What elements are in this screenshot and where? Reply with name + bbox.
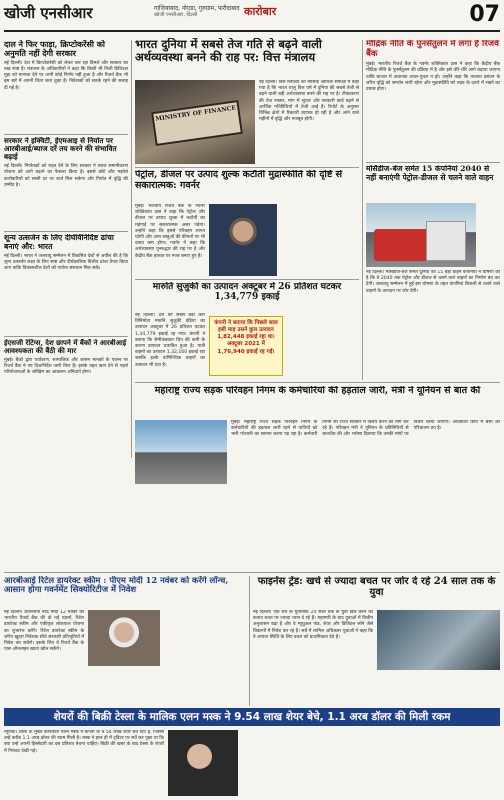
body-musk-col2 [242, 730, 500, 796]
headline-crypto: दाल ने फिर फाड़ा, क्रिप्टोकरेंसी को अनुमति नहीं देगी सरकार [4, 40, 105, 58]
article-rbi-headline [135, 170, 359, 200]
headline-rbi-policy: मौद्रिक नीति के पुनर्संतुलन में लगा है रिजर्व बैंक [366, 40, 499, 59]
finance-sign [151, 100, 243, 146]
article-crypto [4, 40, 128, 132]
brand-logo: खोजी एनसीआर [4, 4, 93, 22]
body-finance-trend-col2 [377, 673, 500, 706]
governor-photo [209, 204, 277, 276]
body-lead: नई दिल्ली। वित्त मंत्रालय की मासिक आर्थिक समीक्षा में कहा गया है कि भारत चालू वित्त वर्ष में दुनिया की सबसे तेजी से बढ़ने वाली बड़ी अर्थव्यवस्था बनने की राह पर है। टीकाकरण की तेज रफ्तार, मांग में सुधार और सरकारी खर्च बढ़ने से आर्थिक गतिविधियों में तेजी आई है। रिपोर्ट के अनुसार विभिन्न क्षेत्रों में रिकवरी व्यापक हो रही है और आने वाले महीनों में वृद्धि और मजबूत होगी। [259, 80, 359, 123]
headline-rbi-scheme: आरबीआई रिटेल डायरेक्ट स्कीम : पीएम मोदी 12 नवंबर को करेंगे लॉन्च, आसान होगा गवर्नमेंट सिक्योरिटीज में निवेश [4, 576, 229, 595]
section-title: कारोबार [244, 5, 277, 18]
body-maruti-col1: नई दिल्ली। देश की सबसे बड़ी कार विनिर्माता मारुति सुजुकी इंडिया का उत्पादन अक्टूबर में 26 प्रतिशत घटकर 1,34,779 इकाई रह गया। कंपनी ने बताया कि सेमीकंडक्टर चिप की कमी के कारण उत्पादन प्रभावित हुआ है। यात्री वाहनों का उत्पादन 1,32,160 इकाई रहा जबकि हल्के वाणिज्यिक वाहनों का उत्पादन भी घटा है। [135, 313, 205, 368]
headline-maruti: मारुति सुजुकी का उत्पादन अक्टूबर में 26 प्रतिशत घटकर 1,34,779 इकाई [152, 282, 342, 303]
article-export [4, 137, 128, 229]
issue-line: खोजी एनसीआर, दिल्ली [154, 12, 198, 18]
article-zero-emission [4, 234, 128, 334]
body-maruti-col2 [287, 313, 359, 379]
musk-photo [168, 730, 238, 796]
finance-ministry-photo [135, 80, 255, 164]
masthead [4, 2, 500, 32]
maruti-highlight-box [209, 316, 283, 376]
youth-photo [377, 610, 500, 670]
vehicle-photo [366, 203, 476, 267]
body-crypto: नई दिल्ली। देश में क्रिप्टोकरेंसी को लेकर चल रहा विमर्श और सरकार का रुख स्पष्ट है। मंत्रालय के अधिकारियों ने कहा कि किसी भी निजी डिजिटल मुद्रा को मान्यता देने पर अभी कोई निर्णय नहीं हुआ है और रिजर्व बैंक भी इस बारे में अपनी चिंता जता चुका है। निवेशकों को सतर्क रहने की सलाह दी गई है। [4, 60, 128, 91]
headline-esg: ईएसजी रेटिंग्स, देश छापने में बैंकों ने आरबीआई आवश्यकता की बैंठी की मार [4, 339, 127, 355]
sign-text: MINISTRY OF FINANCE [154, 104, 237, 123]
article-mercedes-headline [366, 165, 500, 201]
body-musk: न्यूयॉर्क। टेस्ला के मुख्य कार्यकारी एलन मस्क ने कंपनी के 9.54 लाख शेयर बेच दिए हैं, जिससे उन्हें करीब 1.1 अरब डॉलर की रकम मिली है। मस्क ने हाल ही में ट्विटर पर सर्वे कर पूछा था कि क्या उन्हें अपनी हिस्सेदारी का दस प्रतिशत बेचना चाहिए। बिक्री की खबर के बाद टेस्ला के शेयरों में गिरावट देखी गई। [4, 730, 164, 754]
page-number: 07 [469, 2, 500, 27]
headline-export: सरकार ने इक्विटी, ईएमआइ से निर्यात पर आरबीआई/ब्याज दरें तय करने की संभावित बढ़ाई [4, 137, 117, 162]
bus-photo [135, 420, 227, 484]
body-rbi-col2 [281, 204, 359, 276]
body-rbi-policy: मुंबई। भारतीय रिजर्व बैंक के गवर्नर शक्तिकांत दास ने कहा कि केंद्रीय बैंक मौद्रिक नीति के पुनर्संतुलन की प्रक्रिया में है और इसे धीरे-धीरे आगे बढ़ाया जाएगा ताकि बाजार में अचानक उथल-पुथल न हो। उन्होंने कहा कि तरलता प्रबंधन के जरिए वृद्धि को समर्थन जारी रहेगा और मुद्रास्फीति को लक्ष्य के दायरे में रखने का प्रयास होगा। [366, 62, 500, 92]
truck-trailer [426, 221, 466, 261]
body-rbi-col1: मुंबई। भारतीय रिजर्व बैंक के गवर्नर शक्तिकांत दास ने कहा कि पेट्रोल और डीजल पर उत्पाद शुल्क में कटौती का महंगाई पर सकारात्मक असर पड़ेगा। उन्होंने कहा कि इससे परिवहन लागत घटेगी और अन्य वस्तुओं की कीमतों पर भी दबाव कम होगा। गवर्नर ने कहा कि अर्थव्यवस्था पुनरुद्धार की राह पर है और केंद्रीय बैंक हालात पर नजर बनाए हुए है। [135, 204, 205, 259]
headline-msrtc: महाराष्ट्र राज्य सड़क परिवहन निगम के कर्मचारियों की हड़ताल जारी, मंत्री ने यूनियन से बात की [154, 386, 481, 396]
dateline: गाजियाबाद, नोएडा, गुरुग्राम, फरीदाबाद [154, 5, 240, 12]
headline-musk: शेयरों की बिक्री टेस्ला के मालिक एलन मस्क ने 9.54 लाख शेयर बेचे, 1.1 अरब डॉलर की मिली रकम [53, 711, 451, 723]
article-rbi-policy [366, 40, 500, 160]
maruti-highlight-text: कंपनी ने बताया कि पिछले साल इसी माह उसने कुल उत्पादन 1,82,448 इकाई रहा था। अक्टूबर 2021 में 1,76,940 इकाई रह गई। [214, 320, 278, 355]
body-msrtc: मुंबई। महाराष्ट्र राज्य सड़क परिवहन निगम के कर्मचारियों की हड़ताल जारी रहने से यात्रियों को भारी परेशानी का सामना करना पड़ रहा है। कर्मचारी निगम का राज्य सरकार में विलय करने की मांग कर रहे हैं। परिवहन मंत्री ने यूनियन के प्रतिनिधियों से बातचीत की और भरोसा दिलाया कि उनकी मांगों पर विचार किया जाएगा। अधिकांश डिपो में बसों का परिचालन ठप है। [231, 420, 500, 438]
pm-photo [88, 610, 160, 666]
body-esg: मुंबई। बैंकों द्वारा पर्यावरण, सामाजिक और शासन मानकों के पालन पर रिजर्व बैंक ने नए दिशानिर्देश जारी किए हैं। इसके तहत ऋण देने से पहले परियोजनाओं के जोखिम का आकलन अनिवार्य होगा। [4, 357, 128, 376]
article-lead-body [259, 80, 359, 164]
article-maruti-headline [135, 282, 359, 310]
headline-zero-emission: शून्य उत्सर्जन के लिए दीर्घविनिर्दिष्ट ढांचा बनाएं और: भारत [4, 234, 114, 251]
truck-cab [374, 229, 432, 261]
musk-headline-band [4, 708, 500, 726]
article-lead-headline [135, 38, 359, 78]
headline-rbi: पेट्रोल, डीजल पर उत्पाद शुल्क कटौती मुद्रास्फीति की दृष्टि से सकारात्मक: गवर्नर [135, 170, 343, 191]
body-zero-emission: नई दिल्ली। भारत ने जलवायु सम्मेलन में विकसित देशों से अपील की है कि शून्य उत्सर्जन लक्ष्य के लिए स्पष्ट और दीर्घकालिक वित्तीय ढांचा तैयार किया जाए ताकि विकासशील देशों को पर्याप्त संसाधन मिल सकें। [4, 254, 128, 272]
article-msrtc-headline [135, 386, 500, 418]
headline-lead: भारत दुनिया में सबसे तेज गति से बढ़ने वाली अर्थव्यवस्था बनने की राह पर: वित्त मंत्रालय [135, 38, 322, 64]
body-msrtc-extra [135, 488, 227, 568]
article-finance-trend-headline [253, 576, 500, 606]
headline-mercedes: मर्सिडीज-बेंज समेत 15 कंपनियां 2040 से नहीं बनाएंगी पेट्रोल-डीजल से चलने वाले वाहन [366, 165, 494, 182]
body-export: नई दिल्ली। निर्यातकों को राहत देने के लिए सरकार ने ब्याज समानीकरण योजना को आगे बढ़ाने का फैसला किया है। इससे छोटे और मझोले कारोबारियों को सस्ती दर पर कर्ज मिल सकेगा और निर्यात में वृद्धि की उम्मीद है। [4, 164, 128, 188]
article-esg [4, 339, 128, 457]
body-mercedes: नई दिल्ली। मर्सिडीज-बेंज समेत दुनिया की 15 बड़ी वाहन कंपनियों ने घोषणा की है कि वे 2040 तक पेट्रोल और डीजल से चलने वाले वाहनों का निर्माण बंद कर देंगी। जलवायु सम्मेलन में हुई इस घोषणा के तहत कंपनियां बिजली से चलने वाले वाहनों के उत्पादन पर जोर देंगी। [366, 270, 500, 294]
body-finance-trend: नई दिल्ली। एक सर्वे के मुताबिक 24 साल तक के युवा खर्च करने की बजाय बचत पर ज्यादा ध्यान दे रहे हैं। महामारी के बाद युवाओं में वित्तीय अनुशासन बढ़ा है और वे म्यूचुअल फंड, शेयर और डिजिटल सोने जैसे विकल्पों में निवेश कर रहे हैं। सर्वे में शामिल अधिकतर युवाओं ने कहा कि वे आपात स्थिति के लिए बचत को प्राथमिकता देते हैं। [253, 610, 373, 640]
article-rbi-scheme-headline [4, 576, 246, 606]
body-rbi-scheme-col2 [164, 610, 246, 706]
body-rbi-scheme: नई दिल्ली। प्रधानमंत्री नरेंद्र मोदी 12 नवंबर को भारतीय रिजर्व बैंक की दो नई पहलों, रिटेल डायरेक्ट स्कीम और एकीकृत लोकपाल योजना का शुभारंभ करेंगे। रिटेल डायरेक्ट स्कीम के जरिए खुदरा निवेशक सीधे सरकारी प्रतिभूतियों में निवेश कर सकेंगे। इसके लिए वे रिजर्व बैंक के पास ऑनलाइन खाता खोल सकेंगे। [4, 610, 84, 653]
headline-finance-trend: फाइनेंस ट्रेंड: खर्च से ज्यादा बचत पर जोर दे रहे 24 साल तक के युवा [257, 576, 496, 599]
